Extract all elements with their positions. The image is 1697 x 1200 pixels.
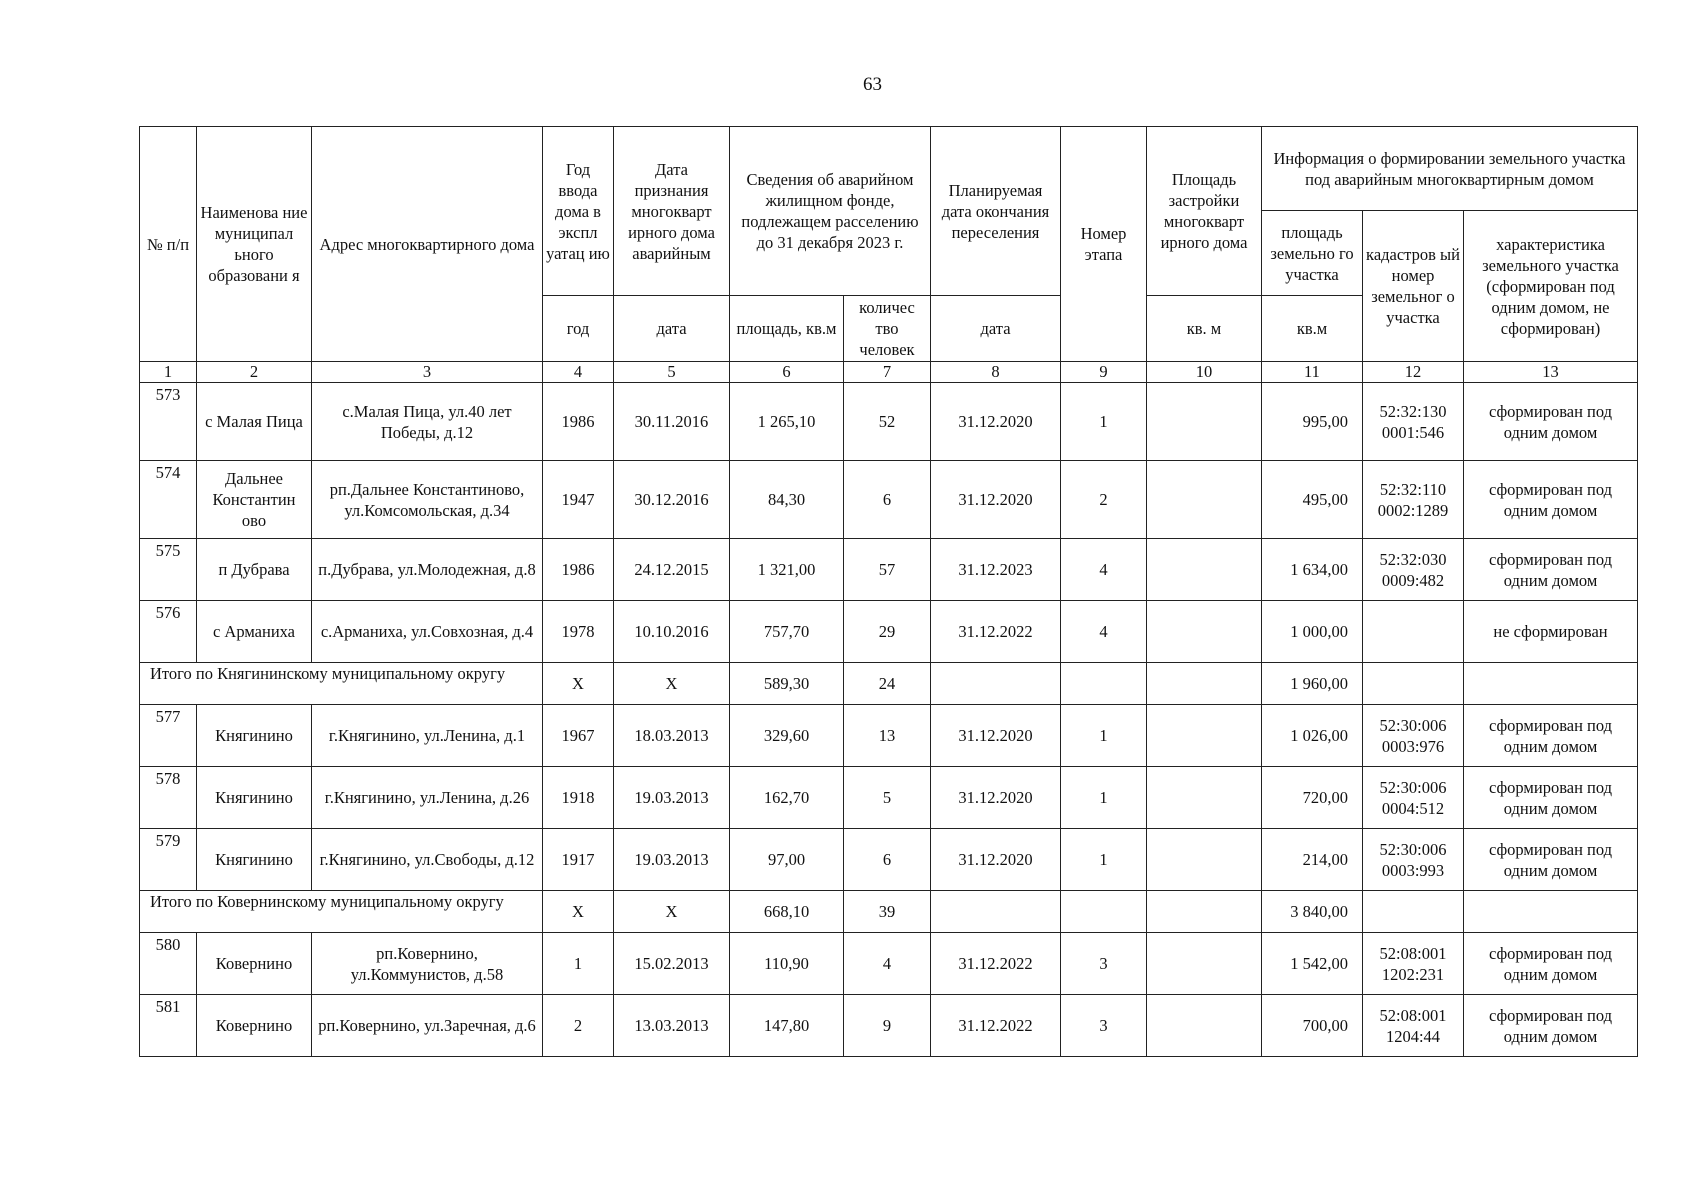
header-building-area: Площадь застройки многокварт ирного дома [1147, 127, 1262, 296]
table-row [140, 461, 1638, 539]
cell-year: 1917 [543, 829, 614, 891]
cell-address: рп.Ковернино, ул.Заречная, д.6 [312, 995, 543, 1057]
cell-people: 6 [844, 829, 931, 891]
cell-planned [931, 663, 1061, 705]
cell-land-area: 3 840,00 [1262, 891, 1363, 933]
cell-stage: 1 [1061, 705, 1147, 767]
col-number: 9 [1061, 362, 1147, 383]
cell-num: 578 [140, 767, 197, 829]
cell-building-area [1147, 383, 1262, 461]
cell-address: г.Княгинино, ул.Ленина, д.26 [312, 767, 543, 829]
cell-area: 162,70 [730, 767, 844, 829]
cell-land-area: 1 634,00 [1262, 539, 1363, 601]
cell-date: 18.03.2013 [614, 705, 730, 767]
cell-land-area: 1 542,00 [1262, 933, 1363, 995]
cell-municipality: с Арманиха [197, 601, 312, 663]
cell-status: сформирован под одним домом [1464, 767, 1638, 829]
cell-num: 580 [140, 933, 197, 995]
cell-status: сформирован под одним домом [1464, 383, 1638, 461]
cell-building-area [1147, 663, 1262, 705]
cell-area: 147,80 [730, 995, 844, 1057]
cell-planned: 31.12.2020 [931, 705, 1061, 767]
col-number: 11 [1262, 362, 1363, 383]
cell-date: 10.10.2016 [614, 601, 730, 663]
header-land-area: площадь земельно го участка [1262, 211, 1363, 296]
cell-stage: 1 [1061, 829, 1147, 891]
cell-people: 24 [844, 663, 931, 705]
cell-municipality: с Малая Пица [197, 383, 312, 461]
col-number: 8 [931, 362, 1061, 383]
cell-status: сформирован под одним домом [1464, 933, 1638, 995]
cell-land-area: 214,00 [1262, 829, 1363, 891]
cell-year: 1986 [543, 383, 614, 461]
cell-planned: 31.12.2022 [931, 601, 1061, 663]
cell-address: п.Дубрава, ул.Молодежная, д.8 [312, 539, 543, 601]
table-row [140, 705, 1638, 767]
cell-status [1464, 891, 1638, 933]
cell-planned: 31.12.2022 [931, 933, 1061, 995]
cell-num: 577 [140, 705, 197, 767]
cell-building-area [1147, 461, 1262, 539]
header-planned-date: Планируемая дата окончания переселения [931, 127, 1061, 296]
cell-status: сформирован под одним домом [1464, 539, 1638, 601]
cell-area: 97,00 [730, 829, 844, 891]
cell-num: 576 [140, 601, 197, 663]
cell-building-area [1147, 891, 1262, 933]
cell-stage: 3 [1061, 995, 1147, 1057]
cell-date: 30.12.2016 [614, 461, 730, 539]
total-row [140, 891, 1638, 933]
cell-land-area: 495,00 [1262, 461, 1363, 539]
cell-date: Х [614, 891, 730, 933]
cell-municipality: Дальнее Константин ово [197, 461, 312, 539]
cell-year: Х [543, 663, 614, 705]
cell-building-area [1147, 829, 1262, 891]
cell-people: 4 [844, 933, 931, 995]
col-number: 2 [197, 362, 312, 383]
cell-planned: 31.12.2020 [931, 767, 1061, 829]
cell-status [1464, 663, 1638, 705]
cell-people: 39 [844, 891, 931, 933]
cell-people: 5 [844, 767, 931, 829]
total-row [140, 663, 1638, 705]
cell-planned: 31.12.2020 [931, 383, 1061, 461]
cell-cadastral: 52:32:030 0009:482 [1363, 539, 1464, 601]
cell-year: 1967 [543, 705, 614, 767]
cell-people: 52 [844, 383, 931, 461]
table-row [140, 933, 1638, 995]
cell-people: 13 [844, 705, 931, 767]
cell-area: 329,60 [730, 705, 844, 767]
cell-area: 757,70 [730, 601, 844, 663]
cell-planned: 31.12.2023 [931, 539, 1061, 601]
cell-date: 19.03.2013 [614, 829, 730, 891]
cell-planned: 31.12.2022 [931, 995, 1061, 1057]
col-number: 5 [614, 362, 730, 383]
total-label: Итого по Ковернинскому муниципальному округу [140, 891, 543, 933]
col-number: 13 [1464, 362, 1638, 383]
cell-stage: 2 [1061, 461, 1147, 539]
cell-municipality: Княгинино [197, 829, 312, 891]
cell-num: 579 [140, 829, 197, 891]
cell-planned: 31.12.2020 [931, 829, 1061, 891]
cell-stage: 4 [1061, 539, 1147, 601]
col-number: 6 [730, 362, 844, 383]
col-number: 4 [543, 362, 614, 383]
cell-year: 1986 [543, 539, 614, 601]
col-number: 3 [312, 362, 543, 383]
cell-stage [1061, 891, 1147, 933]
cell-stage: 1 [1061, 767, 1147, 829]
cell-address: рп.Ковернино, ул.Коммунистов, д.58 [312, 933, 543, 995]
header-unit-year: год [543, 296, 614, 362]
cell-municipality: Княгинино [197, 705, 312, 767]
cell-year: 1947 [543, 461, 614, 539]
col-number: 12 [1363, 362, 1464, 383]
cell-cadastral: 52:30:006 0003:993 [1363, 829, 1464, 891]
cell-date: Х [614, 663, 730, 705]
cell-date: 30.11.2016 [614, 383, 730, 461]
col-number: 10 [1147, 362, 1262, 383]
cell-address: г.Княгинино, ул.Свободы, д.12 [312, 829, 543, 891]
cell-year: 1 [543, 933, 614, 995]
cell-land-area: 720,00 [1262, 767, 1363, 829]
cell-people: 9 [844, 995, 931, 1057]
cell-area: 668,10 [730, 891, 844, 933]
cell-building-area [1147, 601, 1262, 663]
column-numbers-row [140, 362, 1638, 383]
cell-cadastral [1363, 663, 1464, 705]
cell-cadastral: 52:08:001 1204:44 [1363, 995, 1464, 1057]
cell-num: 575 [140, 539, 197, 601]
col-number: 7 [844, 362, 931, 383]
header-num: № п/п [140, 127, 197, 362]
header-year-built: Год ввода дома в экспл уатац ию [543, 127, 614, 296]
cell-building-area [1147, 705, 1262, 767]
cell-stage: 1 [1061, 383, 1147, 461]
header-unit-area: площадь, кв.м [730, 296, 844, 362]
table-row [140, 601, 1638, 663]
cell-cadastral: 52:30:006 0004:512 [1363, 767, 1464, 829]
header-cadastral: кадастров ый номер земельног о участка [1363, 211, 1464, 362]
header-land-char: характеристика земельного участка (сформирован под одним домом, не сформирован) [1464, 211, 1638, 362]
resettlement-table [139, 126, 1638, 1057]
header-unit-people: количес тво человек [844, 296, 931, 362]
cell-cadastral: 52:08:001 1202:231 [1363, 933, 1464, 995]
header-date-recognized: Дата признания многокварт ирного дома аварийным [614, 127, 730, 296]
cell-address: с.Малая Пица, ул.40 лет Победы, д.12 [312, 383, 543, 461]
header-unit-date: дата [614, 296, 730, 362]
page-number: 63 [863, 74, 882, 95]
cell-year: 2 [543, 995, 614, 1057]
cell-date: 24.12.2015 [614, 539, 730, 601]
table-row [140, 995, 1638, 1057]
cell-building-area [1147, 539, 1262, 601]
cell-status: не сформирован [1464, 601, 1638, 663]
cell-cadastral: 52:30:006 0003:976 [1363, 705, 1464, 767]
cell-year: 1918 [543, 767, 614, 829]
header-unit-sqm2: кв.м [1262, 296, 1363, 362]
table-row [140, 829, 1638, 891]
header-unit-date2: дата [931, 296, 1061, 362]
cell-cadastral [1363, 601, 1464, 663]
cell-status: сформирован под одним домом [1464, 829, 1638, 891]
header-land-info: Информация о формировании земельного участка под аварийным многоквартирным домом [1262, 127, 1638, 211]
cell-date: 15.02.2013 [614, 933, 730, 995]
header-row-1 [140, 127, 1638, 211]
cell-people: 57 [844, 539, 931, 601]
cell-area: 110,90 [730, 933, 844, 995]
total-label: Итого по Княгининскому муниципальному округу [140, 663, 543, 705]
cell-year: 1978 [543, 601, 614, 663]
cell-cadastral [1363, 891, 1464, 933]
cell-status: сформирован под одним домом [1464, 995, 1638, 1057]
cell-num: 573 [140, 383, 197, 461]
cell-area: 1 265,10 [730, 383, 844, 461]
cell-stage: 4 [1061, 601, 1147, 663]
cell-land-area: 1 026,00 [1262, 705, 1363, 767]
header-address: Адрес многоквартирного дома [312, 127, 543, 362]
header-emergency-fund: Сведения об аварийном жилищном фонде, подлежащем расселению до 31 декабря 2023 г. [730, 127, 931, 296]
cell-date: 19.03.2013 [614, 767, 730, 829]
cell-stage: 3 [1061, 933, 1147, 995]
table-row [140, 383, 1638, 461]
cell-people: 6 [844, 461, 931, 539]
header-municipality: Наименова ние муниципал ьного образовани я [197, 127, 312, 362]
cell-building-area [1147, 933, 1262, 995]
cell-address: рп.Дальнее Константиново, ул.Комсомольская, д.34 [312, 461, 543, 539]
cell-municipality: Ковернино [197, 995, 312, 1057]
cell-stage [1061, 663, 1147, 705]
cell-land-area: 700,00 [1262, 995, 1363, 1057]
cell-num: 581 [140, 995, 197, 1057]
cell-status: сформирован под одним домом [1464, 461, 1638, 539]
cell-year: Х [543, 891, 614, 933]
cell-municipality: Княгинино [197, 767, 312, 829]
cell-address: г.Княгинино, ул.Ленина, д.1 [312, 705, 543, 767]
cell-planned [931, 891, 1061, 933]
col-number: 1 [140, 362, 197, 383]
cell-municipality: Ковернино [197, 933, 312, 995]
cell-area: 589,30 [730, 663, 844, 705]
cell-municipality: п Дубрава [197, 539, 312, 601]
cell-area: 84,30 [730, 461, 844, 539]
table-row [140, 767, 1638, 829]
cell-area: 1 321,00 [730, 539, 844, 601]
cell-building-area [1147, 995, 1262, 1057]
cell-num: 574 [140, 461, 197, 539]
cell-land-area: 1 960,00 [1262, 663, 1363, 705]
cell-address: с.Арманиха, ул.Совхозная, д.4 [312, 601, 543, 663]
cell-planned: 31.12.2020 [931, 461, 1061, 539]
cell-land-area: 1 000,00 [1262, 601, 1363, 663]
cell-date: 13.03.2013 [614, 995, 730, 1057]
cell-land-area: 995,00 [1262, 383, 1363, 461]
header-unit-sqm: кв. м [1147, 296, 1262, 362]
cell-cadastral: 52:32:130 0001:546 [1363, 383, 1464, 461]
cell-people: 29 [844, 601, 931, 663]
cell-cadastral: 52:32:110 0002:1289 [1363, 461, 1464, 539]
table-row [140, 539, 1638, 601]
header-stage: Номер этапа [1061, 127, 1147, 362]
cell-building-area [1147, 767, 1262, 829]
cell-status: сформирован под одним домом [1464, 705, 1638, 767]
